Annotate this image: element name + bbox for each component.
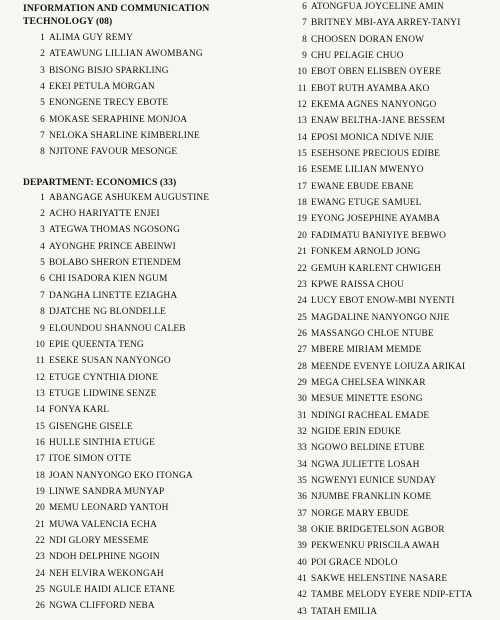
entry-name: EKEI PETULA MORGAN [49, 82, 155, 93]
list-item [23, 46, 278, 62]
entry-name: NGWENYI EUNICE SUNDAY [311, 475, 437, 486]
entry-number: 21 [297, 247, 307, 258]
entry-name: ATEGWA THOMAS NGOSONG [49, 225, 181, 236]
entry-number: 1 [40, 192, 45, 203]
entry-name: ENAW BELTHA-JANE BESSEM [311, 116, 445, 127]
entry-name: HULLE SINTHIA ETUGE [49, 437, 155, 448]
list-item [282, 571, 497, 587]
list-item [23, 288, 278, 304]
list-item [282, 211, 497, 227]
entry-number: 3 [40, 65, 45, 76]
entry-name: EYONG JOSEPHINE AYAMBA [311, 214, 441, 225]
entry-name: MOKASE SERAPHINE MONJOA [49, 114, 188, 125]
entry-name: EBOT OBEN ELISBEN OYERE [311, 67, 442, 78]
list-item [23, 255, 278, 271]
list-item [282, 48, 497, 64]
entry-number: 10 [297, 67, 307, 78]
entry-number: 22 [35, 535, 45, 546]
entry-number: 25 [35, 585, 45, 595]
entry-number: 39 [297, 541, 307, 552]
entry-number: 20 [35, 503, 45, 514]
entry-name: ALIMA GUY REMY [49, 33, 134, 43]
entry-number: 21 [35, 519, 45, 530]
entry-number: 7 [40, 290, 45, 301]
entry-number: 11 [35, 356, 45, 367]
list-item [23, 239, 278, 255]
entry-name: ACHO HARIYATTE ENJEI [49, 209, 160, 220]
list-item [23, 190, 278, 206]
list-item [282, 97, 497, 113]
entry-name: DANGHA LINETTE EZIAGHA [49, 290, 178, 301]
entry-name: NELOKA SHARLINE KIMBERLINE [49, 131, 200, 142]
list-item [282, 277, 497, 293]
list-item [282, 146, 497, 162]
entry-number: 31 [297, 410, 307, 421]
entry-name: ESEHSONE PRECIOUS EDIBE [311, 149, 440, 160]
entry-number: 19 [35, 486, 45, 497]
list-item [23, 517, 278, 533]
entry-name: MESUE MINETTE ESONG [311, 394, 423, 405]
entry-number: 9 [40, 323, 45, 334]
entry-name: POI GRACE NDOLO [311, 557, 398, 568]
list-item [23, 30, 278, 46]
list-item [282, 162, 497, 178]
list-item [282, 506, 497, 522]
entry-number: 5 [40, 98, 45, 109]
ict-heading-line2: TECHNOLOGY (08) [23, 16, 113, 27]
list-item [23, 353, 278, 369]
list-item [23, 386, 278, 402]
list-item [282, 113, 497, 129]
entry-name: NGWA JULIETTE LOSAH [311, 459, 420, 470]
list-item [23, 402, 278, 418]
list-item [23, 549, 278, 565]
entry-name: EWANG ETUGE SAMUEL [311, 198, 422, 209]
entry-name: ITOE SIMON OTTE [49, 454, 132, 465]
entry-name: EPIE QUEENTA TENG [49, 339, 144, 350]
entry-name: KPWE RAISSA CHOU [311, 279, 405, 290]
list-item [23, 95, 278, 111]
list-item [23, 500, 278, 516]
entry-name: CHI ISADORA KIEN NGUM [49, 274, 168, 285]
list-item [23, 321, 278, 337]
list-item [23, 206, 278, 222]
list-item [282, 473, 497, 489]
list-item [282, 15, 497, 31]
list-item [23, 582, 278, 598]
entry-number: 22 [297, 263, 307, 274]
list-item [282, 408, 497, 424]
entry-name: GISENGHE GISELE [49, 421, 133, 432]
entry-number: 26 [297, 328, 307, 339]
entry-name: SAKWE HELENSTINE NASARE [311, 574, 448, 585]
entry-name: FONKEM ARNOLD JONG [311, 247, 421, 258]
entry-name: ESEKE SUSAN NANYONGO [49, 356, 171, 367]
entry-number: 26 [35, 601, 45, 612]
entry-number: 14 [297, 132, 307, 143]
list-item [282, 555, 497, 571]
entry-name: LUCY EBOT ENOW-MBI NYENTI [311, 296, 455, 307]
entry-name: FONYA KARL [49, 405, 110, 416]
entry-name: ETUGE CYNTHIA DIONE [49, 372, 159, 383]
entry-name: ATONGFUA JOYCELINE AMIN [311, 2, 444, 12]
list-item [23, 337, 278, 353]
entry-name: DJATCHE NG BLONDELLE [49, 307, 167, 318]
list-item [282, 522, 497, 538]
entry-number: 12 [297, 100, 307, 111]
entry-number: 37 [297, 508, 307, 519]
entry-name: FADIMATU BANIYIYE BEBWO [311, 230, 447, 241]
section-gap [23, 161, 278, 177]
entry-number: 17 [35, 454, 45, 465]
entry-name: ETUGE LIDWINE SENZE [49, 388, 157, 399]
list-item [23, 222, 278, 238]
entry-name: GEMUH KARLENT CHWIGEH [311, 263, 442, 274]
entry-name: CHU PELAGIE CHUO [311, 51, 404, 62]
entry-name: ABANGAGE ASHUKEM AUGUSTINE [49, 192, 210, 203]
entry-number: 34 [297, 459, 307, 470]
list-item [23, 370, 278, 386]
entry-number: 40 [297, 557, 307, 568]
entry-number: 33 [297, 443, 307, 454]
entry-number: 6 [40, 274, 45, 285]
entry-number: 25 [297, 312, 307, 323]
list-item [282, 375, 497, 391]
entry-name: NDINGI RACHEAL EMADE [311, 410, 430, 421]
entry-name: ENONGENE TRECY EBOTE [49, 98, 169, 109]
list-item [23, 419, 278, 435]
list-item [282, 457, 497, 473]
economics-section [23, 177, 278, 615]
list-item [282, 130, 497, 146]
entry-number: 15 [35, 421, 45, 432]
entry-number: 2 [40, 209, 45, 220]
entry-number: 4 [40, 241, 45, 252]
list-item [23, 468, 278, 484]
list-item [282, 261, 497, 277]
entry-number: 15 [297, 149, 307, 160]
entry-name: AYONGHE PRINCE ABEINWI [49, 241, 176, 252]
entry-number: 6 [302, 2, 307, 12]
list-item [282, 359, 497, 375]
entry-name: MEENDE EVENYE LOIUZA ARIKAI [311, 361, 466, 372]
economics-list [23, 190, 278, 615]
entry-number: 9 [302, 51, 307, 62]
entry-number: 32 [297, 426, 307, 437]
entry-number: 1 [40, 33, 45, 43]
list-item [23, 112, 278, 128]
list-item [282, 0, 497, 15]
entry-number: 27 [297, 345, 307, 356]
entry-name: MUWA VALENCIA ECHA [49, 519, 158, 530]
list-item [23, 79, 278, 95]
entry-number: 11 [297, 83, 307, 94]
entry-number: 30 [297, 394, 307, 405]
ict-heading-line1: INFORMATION AND COMMUNICATION [23, 3, 210, 14]
entry-name: PEKWENKU PRISCILA AWAH [311, 541, 440, 552]
entry-name: LINWE SANDRA MUNYAP [49, 486, 165, 497]
right-list [282, 0, 497, 620]
list-item [282, 326, 497, 342]
entry-name: EPOSI MONICA NDIVE NJIE [311, 132, 434, 143]
entry-name: MAGDALINE NANYONGO NJIE [311, 312, 450, 323]
entry-name: BOLABO SHERON ETIENDEM [49, 258, 181, 269]
entry-name: NGWA CLIFFORD NEBA [49, 601, 155, 612]
entry-number: 12 [35, 372, 45, 383]
entry-number: 3 [40, 225, 45, 236]
entry-number: 4 [40, 82, 45, 93]
list-item [282, 293, 497, 309]
list-item [282, 195, 497, 211]
list-item [282, 32, 497, 48]
list-item [282, 342, 497, 358]
entry-name: EWANE EBUDE EBANE [311, 181, 414, 192]
list-item [282, 489, 497, 505]
list-item [23, 435, 278, 451]
entry-number: 7 [40, 131, 45, 142]
entry-number: 20 [297, 230, 307, 241]
list-item [282, 440, 497, 456]
list-item [282, 310, 497, 326]
entry-number: 23 [297, 279, 307, 290]
entry-name: ESEME LILIAN MWENYO [311, 165, 424, 176]
list-item [282, 424, 497, 440]
list-item [282, 587, 497, 603]
entry-number: 19 [297, 214, 307, 225]
list-item [23, 484, 278, 500]
entry-name: EKEMA AGNES NANYONGO [311, 100, 437, 111]
list-item [23, 598, 278, 614]
entry-number: 8 [40, 307, 45, 318]
list-item [23, 144, 278, 160]
entry-number: 23 [35, 552, 45, 563]
entry-name: BISONG BISJO SPARKLING [49, 65, 169, 76]
entry-name: ATEAWUNG LILLIAN AWOMBANG [49, 49, 203, 60]
entry-number: 13 [35, 388, 45, 399]
entry-number: 5 [40, 258, 45, 269]
list-item [23, 304, 278, 320]
list-item [23, 63, 278, 79]
entry-number: 41 [297, 574, 307, 585]
entry-number: 18 [297, 198, 307, 209]
entry-number: 8 [302, 34, 307, 45]
entry-name: ELOUNDOU SHANNOU CALEB [49, 323, 186, 334]
entry-number: 36 [297, 492, 307, 503]
entry-name: NGOWO BELDINE ETUBE [311, 443, 425, 454]
entry-name: TAMBE MELODY EYERE NDIP-ETTA [311, 590, 473, 601]
entry-name: MEMU LEONARD YANTOH [49, 503, 169, 514]
entry-name: MEGA CHELSEA WINKAR [311, 377, 426, 388]
entry-number: 35 [297, 475, 307, 486]
entry-number: 7 [302, 18, 307, 29]
entry-name: NGULE HAIDI ALICE ETANE [49, 585, 175, 595]
entry-name: OKIE BRIDGETELSON AGBOR [311, 525, 445, 535]
list-item [282, 391, 497, 407]
entry-number: 16 [35, 437, 45, 448]
list-item [23, 271, 278, 287]
list-item [282, 604, 497, 620]
right-column [282, 0, 497, 620]
list-item [23, 566, 278, 582]
list-item [23, 533, 278, 549]
ict-section [23, 0, 278, 161]
entry-number: 42 [297, 590, 307, 601]
entry-number: 10 [35, 339, 45, 350]
entry-number: 29 [297, 377, 307, 388]
entry-number: 24 [35, 568, 45, 579]
entry-number: 14 [35, 405, 45, 416]
entry-number: 16 [297, 165, 307, 176]
entry-name: NJUMBE FRANKLIN KOME [311, 492, 432, 503]
list-item [23, 128, 278, 144]
list-item [282, 228, 497, 244]
entry-number: 17 [297, 181, 307, 192]
entry-name: BRITNEY MBI-AYA ARREY-TANYI [311, 18, 461, 29]
list-item [282, 81, 497, 97]
entry-name: EBOT RUTH AYAMBA AKO [311, 83, 430, 94]
list-item [23, 451, 278, 467]
list-item [282, 64, 497, 80]
entry-name: JOAN NANYONGO EKO ITONGA [49, 470, 193, 481]
entry-number: 8 [40, 147, 45, 158]
entry-number: 38 [297, 525, 307, 535]
entry-name: NEH ELVIRA WEKONGAH [49, 568, 164, 579]
economics-heading: DEPARTMENT: ECONOMICS (33) [23, 176, 177, 188]
entry-name: NGIDE ERIN EDUKE [311, 426, 401, 437]
entry-name: CHOOSEN DORAN ENOW [311, 34, 425, 45]
list-item [282, 244, 497, 260]
entry-number: 2 [40, 49, 45, 60]
entry-name: MASSANGO CHLOE NTUBE [311, 328, 434, 339]
entry-name: NDOH DELPHINE NGOIN [49, 552, 160, 563]
entry-name: MBERE MIRIAM MEMDE [311, 345, 422, 356]
entry-number: 13 [297, 116, 307, 127]
entry-name: TATAH EMILIA [311, 606, 378, 617]
list-item [282, 179, 497, 195]
entry-name: NJITONE FAVOUR MESONGE [49, 147, 178, 158]
entry-number: 43 [297, 606, 307, 617]
left-column [23, 0, 278, 615]
entry-number: 28 [297, 361, 307, 372]
entry-number: 6 [40, 114, 45, 125]
entry-number: 18 [35, 470, 45, 481]
entry-name: NORGE MARY EBUDE [311, 508, 409, 519]
entry-number: 24 [297, 296, 307, 307]
entry-name: NDI GLORY MESSEME [49, 535, 149, 546]
list-item [282, 538, 497, 554]
ict-list [23, 30, 278, 161]
